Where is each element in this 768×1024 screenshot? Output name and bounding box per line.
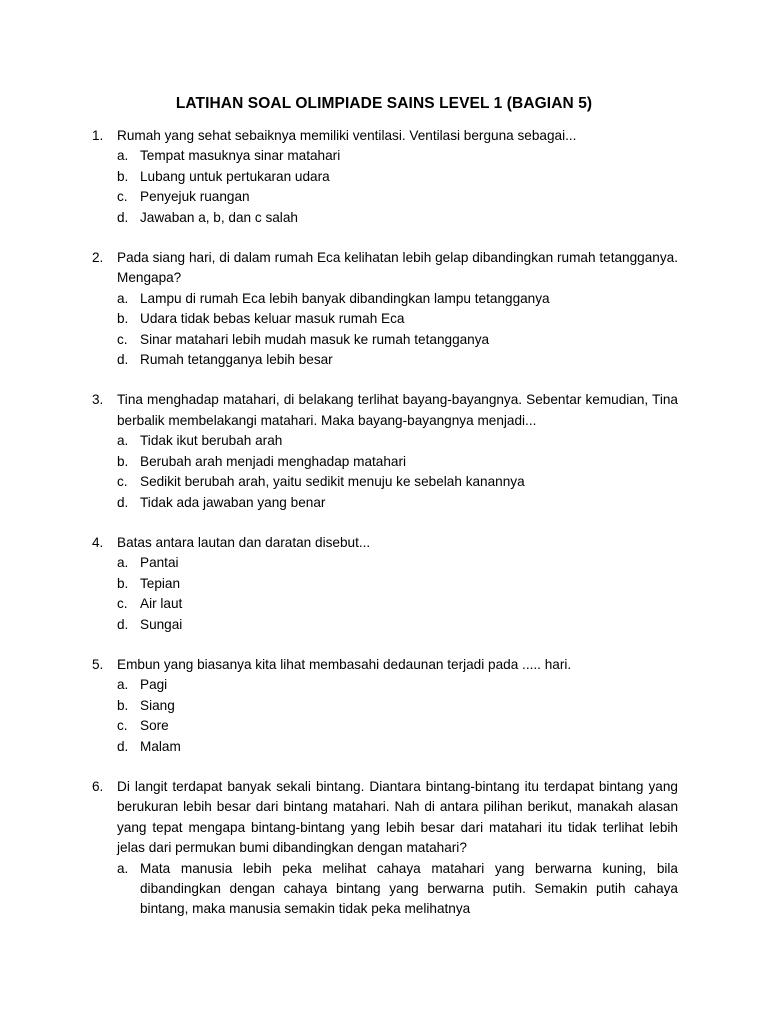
- question-number: 5.: [92, 656, 104, 672]
- question-text: Batas antara lautan dan daratan disebut...: [117, 534, 371, 550]
- option-list: [117, 146, 678, 228]
- question-row: [92, 390, 678, 431]
- question-number: 4.: [92, 534, 104, 550]
- option-letter: c.: [117, 331, 128, 347]
- page-title: LATIHAN SOAL OLIMPIADE SAINS LEVEL 1 (BAGIAN 5): [175, 95, 593, 112]
- answer-option: [117, 330, 678, 350]
- answer-option: [117, 493, 678, 513]
- option-text: Pagi: [140, 677, 168, 693]
- option-text: Mata manusia lebih peka melihat cahaya matahari yang berwarna kuning, bila dibandingkan dengan cahaya bintang yang berwarna putih. Semakin putih cahaya bintang, maka manusia semakin tidak peka melihatnya: [140, 860, 678, 917]
- question-row: [92, 126, 678, 146]
- answer-option: [117, 675, 678, 695]
- question-number: 1.: [92, 128, 104, 143]
- question-number: 6.: [92, 778, 104, 794]
- question-text: Di langit terdapat banyak sekali bintang. Diantara bintang-bintang itu terdapat bintang yang berukuran lebih besar dari bintang matahari. Nah di antara pilihan berikut, manakah alasan yang tepat mengapa bintang-bintang yang lebih besar dari matahari itu tidak terlihat lebih jelas dari permukan bumi dibandingkan dengan matahari?: [117, 778, 678, 856]
- option-text: Tidak ikut berubah arah: [140, 433, 283, 449]
- option-text: Air laut: [140, 596, 183, 612]
- option-letter: b.: [117, 697, 129, 713]
- question-number: 2.: [92, 250, 104, 266]
- option-text: Siang: [140, 697, 175, 713]
- question-number: 3.: [92, 392, 104, 408]
- option-text: Penyejuk ruangan: [140, 189, 250, 205]
- option-text: Tempat masuknya sinar matahari: [140, 148, 341, 164]
- answer-option: [117, 289, 678, 309]
- option-text: Lampu di rumah Eca lebih banyak dibandingkan lampu tetangganya: [140, 290, 550, 306]
- option-letter: a.: [117, 555, 129, 571]
- answer-option: [117, 472, 678, 492]
- answer-option: [117, 574, 678, 594]
- option-letter: c.: [117, 596, 128, 612]
- question-item: [92, 777, 678, 920]
- option-text: Sedikit berubah arah, yaitu sedikit menuju ke sebelah kanannya: [140, 474, 525, 490]
- option-list: [117, 289, 678, 371]
- option-text: Udara tidak bebas keluar masuk rumah Eca: [140, 311, 405, 327]
- option-text: Rumah tetangganya lebih besar: [140, 352, 333, 368]
- option-text: Sinar matahari lebih mudah masuk ke rumah tetangganya: [140, 331, 490, 347]
- answer-option: [117, 146, 678, 166]
- option-letter: a.: [117, 860, 129, 876]
- answer-option: [117, 187, 678, 207]
- question-row: [92, 533, 678, 553]
- option-text: Lubang untuk pertukaran udara: [140, 168, 330, 184]
- option-text: Sore: [140, 718, 169, 734]
- question-item: [92, 248, 678, 370]
- question-text: Pada siang hari, di dalam rumah Eca kelihatan lebih gelap dibandingkan rumah tetangganya. Mengapa?: [117, 250, 678, 286]
- option-text: Jawaban a, b, dan c salah: [140, 209, 298, 225]
- question-item: [92, 126, 678, 228]
- option-letter: c.: [117, 474, 128, 490]
- option-letter: a.: [117, 290, 129, 306]
- question-text: Tina menghadap matahari, di belakang terlihat bayang-bayangnya. Sebentar kemudian, Tina berbalik membelakangi matahari. Maka bayang-bayangnya menjadi...: [117, 392, 678, 428]
- question-row: [92, 655, 678, 675]
- option-letter: d.: [117, 738, 129, 754]
- question-item: [92, 390, 678, 512]
- answer-option: [117, 737, 678, 757]
- answer-option: [117, 431, 678, 451]
- answer-option: [117, 594, 678, 614]
- answer-option: [117, 309, 678, 329]
- answer-option: [117, 553, 678, 573]
- option-letter: d.: [117, 616, 129, 632]
- question-list: [92, 126, 678, 940]
- option-letter: b.: [117, 453, 129, 469]
- answer-option: [117, 615, 678, 635]
- option-letter: c.: [117, 718, 128, 734]
- option-letter: b.: [117, 575, 129, 591]
- option-text: Malam: [140, 738, 181, 754]
- option-letter: a.: [117, 148, 129, 164]
- option-letter: d.: [117, 352, 129, 368]
- answer-option: [117, 208, 678, 228]
- option-list: [117, 859, 678, 920]
- option-letter: b.: [117, 311, 129, 327]
- option-letter: b.: [117, 168, 129, 184]
- option-list: [117, 553, 678, 635]
- option-letter: a.: [117, 433, 129, 449]
- answer-option: [117, 167, 678, 187]
- answer-option: [117, 859, 678, 920]
- option-list: [117, 431, 678, 513]
- option-text: Tepian: [140, 575, 181, 591]
- option-text: Tidak ada jawaban yang benar: [140, 494, 326, 510]
- question-text: Embun yang biasanya kita lihat membasahi dedaunan terjadi pada ..... hari.: [117, 656, 572, 672]
- answer-option: [117, 350, 678, 370]
- option-letter: d.: [117, 494, 129, 510]
- option-letter: d.: [117, 209, 129, 225]
- option-text: Sungai: [140, 616, 183, 632]
- option-text: Berubah arah menjadi menghadap matahari: [140, 453, 407, 469]
- question-text: Rumah yang sehat sebaiknya memiliki ventilasi. Ventilasi berguna sebagai...: [117, 128, 577, 143]
- answer-option: [117, 452, 678, 472]
- question-row: [92, 777, 678, 859]
- option-text: Pantai: [140, 555, 179, 571]
- question-row: [92, 248, 678, 289]
- answer-option: [117, 716, 678, 736]
- option-letter: a.: [117, 677, 129, 693]
- answer-option: [117, 696, 678, 716]
- option-list: [117, 675, 678, 757]
- option-letter: c.: [117, 189, 128, 205]
- question-item: [92, 533, 678, 635]
- question-item: [92, 655, 678, 757]
